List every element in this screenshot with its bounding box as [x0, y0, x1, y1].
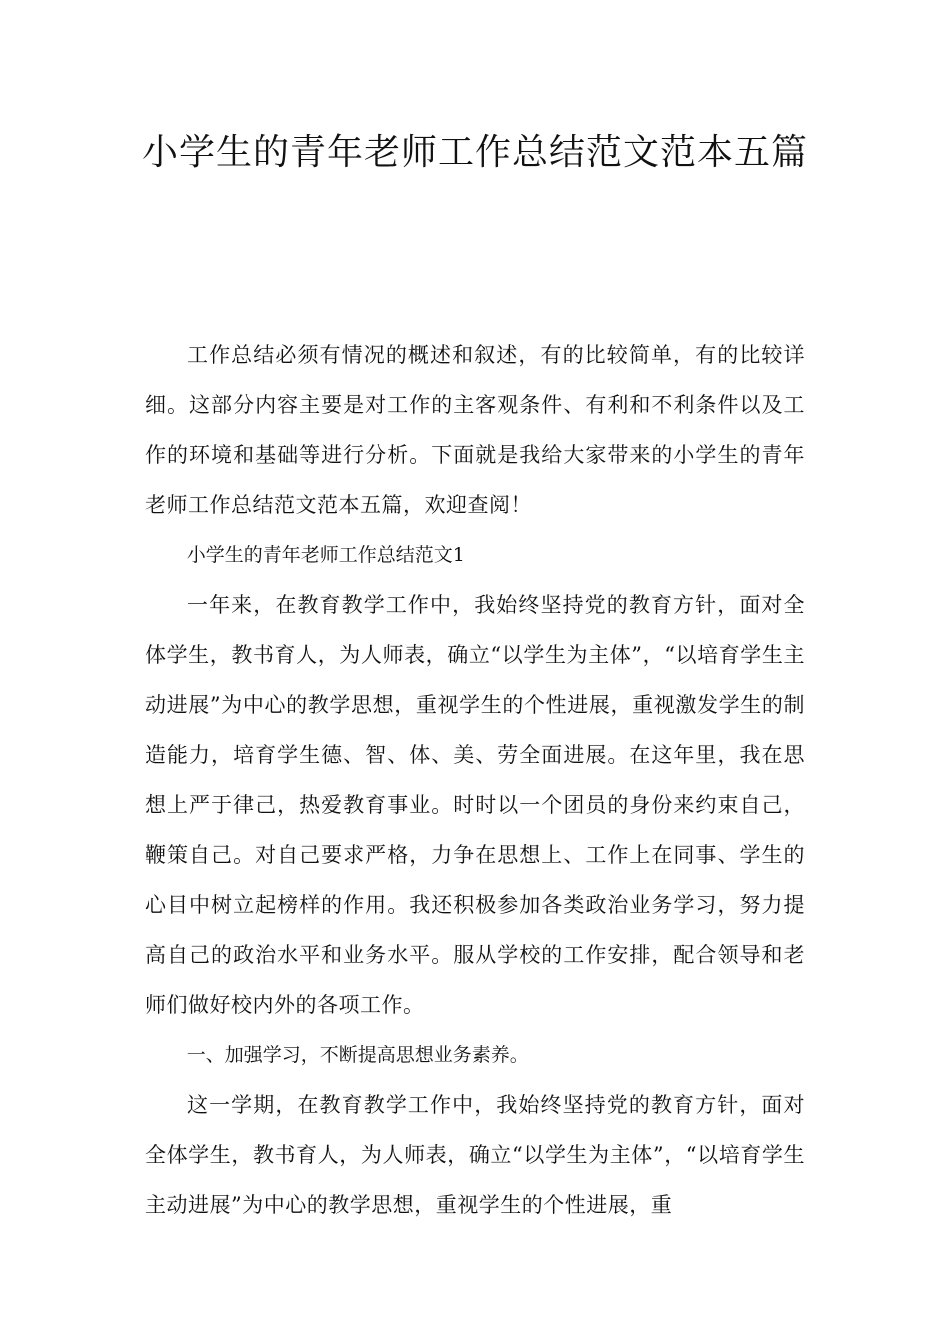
document-body [145, 330, 805, 1230]
body-paragraph-2: 这一学期，在教育教学工作中，我始终坚持党的教育方针，面对全体学生，教书育人，为人师表，确立“以学生为主体”，“以培育学生主动进展”为中心的教学思想，重视学生的个性进展，重 [145, 1093, 805, 1217]
document-title: 小学生的青年老师工作总结范文范本五篇 [141, 132, 808, 173]
intro-paragraph: 工作总结必须有情况的概述和叙述，有的比较简单，有的比较详细。这部分内容主要是对工作的主客观条件、有利和不利条件以及工作的环境和基础等进行分析。下面就是我给大家带来的小学生的青年老师工作总结范文范本五篇，欢迎查阅！ [145, 343, 805, 517]
body-paragraph-1: 一年来，在教育教学工作中，我始终坚持党的教育方针，面对全体学生，教书育人，为人师表，确立“以学生为主体”，“以培育学生主动进展”为中心的教学思想，重视学生的个性进展，重视激发学生的制造能力，培育学生德、智、体、美、劳全面进展。在这年里，我在思想上严于律己，热爱教育事业。时时以一个团员的身份来约束自己，鞭策自己。对自己要求严格，力争在思想上、工作上在同事、学生的心目中树立起榜样的作用。我还积极参加各类政治业务学习，努力提高自己的政治水平和业务水平。服从学校的工作安排，配合领导和老师们做好校内外的各项工作。 [145, 593, 805, 1017]
section-heading-1: 小学生的青年老师工作总结范文1 [186, 544, 465, 566]
subsection-heading-1: 一、加强学习，不断提高思想业务素养。 [186, 1044, 529, 1066]
